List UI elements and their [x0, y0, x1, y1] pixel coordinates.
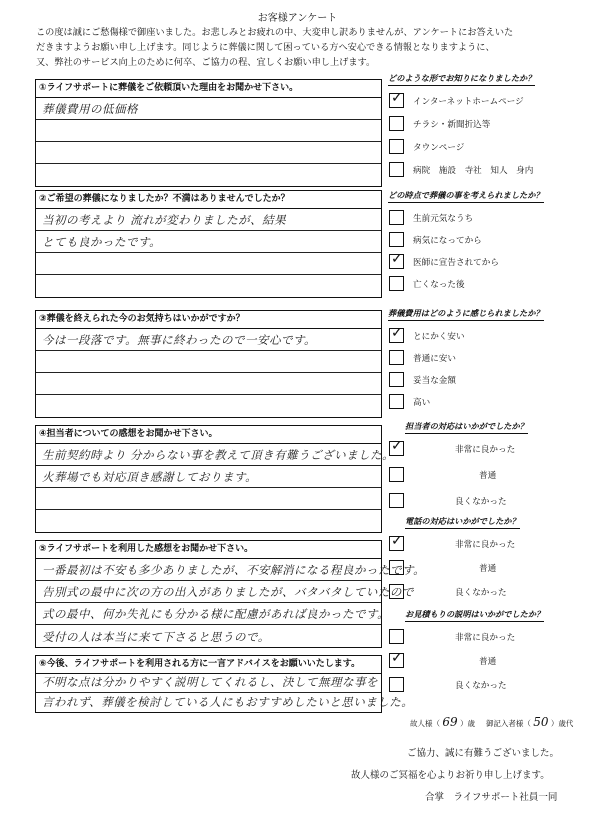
answer-line[interactable] — [36, 120, 381, 142]
handwritten-answer: 受付の人は本当に来て下さると思うので。 — [42, 630, 270, 644]
option-row[interactable] — [389, 467, 589, 484]
handwritten-answer: 告別式の最中に次の方の出入がありましたが、バタバタしていたので — [42, 585, 414, 599]
option-row[interactable] — [389, 533, 589, 553]
question-box-2 — [35, 190, 382, 298]
option-row[interactable] — [389, 372, 589, 389]
closing-thanks: ご協力、誠に有難うございました。 — [407, 748, 560, 759]
checkbox[interactable] — [389, 251, 404, 269]
survey-title: お客様アンケート — [257, 13, 338, 24]
option-row[interactable] — [389, 584, 589, 601]
deceased-age-unit: ）歳 — [460, 719, 476, 728]
check-mark-icon: ✓ — [391, 90, 403, 106]
checkbox[interactable] — [389, 276, 404, 291]
check-mark-icon: ✓ — [391, 325, 403, 341]
handwritten-answer: 当初の考えより 流れが変わりましたが、結果 — [42, 213, 287, 227]
applicant-age-label: 御記入者様（ — [485, 719, 531, 728]
option-label: 非常に良かった — [455, 540, 516, 550]
answer-line[interactable] — [36, 373, 381, 395]
answer-line[interactable] — [36, 395, 381, 417]
answer-line[interactable] — [36, 488, 381, 510]
question-box-6 — [35, 655, 414, 713]
side-question-title: 葬儀費用はどのように感じられましたか？ — [388, 308, 544, 321]
age-row — [410, 715, 573, 729]
intro-line: この度は誠にご愁傷様で御座いました。お悲しみとお疲れの中、大変申し訳ありませんが、アンケートにお答えいた — [36, 27, 514, 38]
answer-line[interactable] — [36, 231, 381, 253]
option-label: 病院 施設 寺社 知人 身内 — [413, 166, 534, 176]
handwritten-answer: 一番最初は不安も多少ありましたが、不安解消になる程良かったです。 — [42, 563, 426, 577]
question-label: ⑤ライフサポートを利用した感想をお聞かせ下さい。 — [36, 541, 381, 559]
option-label: 生前元気なうち — [413, 214, 474, 224]
checkbox[interactable] — [389, 394, 404, 409]
option-row[interactable] — [389, 139, 589, 156]
option-label: チラシ・新聞折込等 — [413, 120, 491, 130]
handwritten-answer: 言われず、葬儀を検討している人にもおすすめしたいと思いました。 — [42, 695, 414, 709]
check-mark-icon: ✓ — [391, 438, 403, 454]
option-label: インターネットホームページ — [413, 97, 524, 107]
question-label: ①ライフサポートに葬儀をご依頼頂いた理由をお聞かせ下さい。 — [36, 80, 381, 98]
answer-line[interactable] — [36, 98, 381, 120]
option-label: 普通に安い — [413, 354, 456, 364]
handwritten-answer: 不明な点は分かりやすく説明してくれるし、決して無理な事を — [42, 675, 378, 689]
answer-line[interactable] — [36, 164, 381, 186]
option-row[interactable] — [389, 677, 589, 694]
checkbox[interactable] — [389, 325, 404, 343]
deceased-age-label: 故人様（ — [410, 719, 440, 728]
option-row[interactable] — [389, 629, 589, 646]
checkbox[interactable] — [389, 467, 404, 482]
side-question-title: 電話の対応はいかがでしたか？ — [405, 516, 520, 529]
answer-line[interactable] — [36, 444, 395, 466]
checkbox[interactable] — [389, 232, 404, 247]
option-label: 非常に良かった — [455, 633, 516, 643]
option-row[interactable] — [389, 560, 589, 577]
side-question-title: 担当者の対応はいかがでしたか？ — [405, 421, 528, 434]
option-row[interactable] — [389, 350, 589, 367]
option-row[interactable] — [389, 251, 589, 271]
checkbox[interactable] — [389, 210, 404, 225]
side-question-title: どの時点で葬儀の事を考えられましたか？ — [388, 190, 544, 203]
checkbox[interactable] — [389, 372, 404, 387]
answer-line[interactable] — [36, 329, 381, 351]
answer-line[interactable] — [36, 693, 414, 712]
option-label: 医師に宣告されてから — [413, 258, 499, 268]
closing-signature: 合掌 ライフサポート社員一同 — [425, 792, 558, 803]
checkbox[interactable] — [389, 584, 404, 599]
question-label: ②ご希望の葬儀になりましたか？不満はありませんでしたか？ — [36, 191, 381, 209]
option-label: とにかく安い — [413, 332, 465, 342]
checkbox[interactable] — [389, 533, 404, 551]
question-box-4 — [35, 425, 395, 533]
side-question-title: どのような形でお知りになりましたか？ — [388, 73, 535, 86]
intro-text — [36, 25, 566, 70]
checkbox[interactable] — [389, 350, 404, 365]
option-label: 病気になってから — [413, 236, 482, 246]
deceased-age-value[interactable]: 69 — [442, 715, 458, 729]
applicant-age-value[interactable]: 50 — [533, 715, 549, 729]
answer-line[interactable] — [36, 351, 381, 373]
option-label: 非常に良かった — [455, 445, 516, 455]
question-label: ③葬儀を終えられた今のお気持ちはいかがですか？ — [36, 311, 381, 329]
checkbox[interactable] — [389, 162, 404, 177]
handwritten-answer: 生前契約時より 分からない事を教えて頂き有難うございました。 — [42, 448, 395, 462]
handwritten-answer: 火葬場でも対応頂き感謝しております。 — [42, 470, 258, 484]
answer-line[interactable] — [36, 625, 381, 647]
answer-line[interactable] — [36, 466, 381, 488]
checkbox[interactable] — [389, 438, 404, 456]
option-row[interactable] — [389, 438, 589, 458]
check-mark-icon: ✓ — [391, 533, 403, 549]
option-row[interactable] — [389, 116, 589, 133]
check-mark-icon: ✓ — [391, 251, 403, 267]
checkbox[interactable] — [389, 139, 404, 154]
answer-line[interactable] — [36, 209, 381, 231]
option-row[interactable] — [389, 394, 589, 411]
answer-line[interactable] — [36, 142, 381, 164]
option-row[interactable] — [389, 493, 589, 510]
option-label: 良くなかった — [455, 588, 507, 598]
option-label: 普通 — [479, 657, 497, 667]
answer-line[interactable] — [36, 559, 426, 581]
option-row[interactable] — [389, 276, 589, 293]
option-label: 良くなかった — [455, 681, 507, 691]
option-label: 普通 — [479, 564, 497, 574]
question-box-5 — [35, 540, 426, 648]
checkbox[interactable] — [389, 90, 404, 108]
checkbox[interactable] — [389, 116, 404, 131]
answer-line[interactable] — [36, 603, 390, 625]
checkbox[interactable] — [389, 560, 404, 575]
option-row[interactable] — [389, 325, 589, 345]
answer-line[interactable] — [36, 275, 381, 297]
option-label: 良くなかった — [455, 497, 507, 507]
closing-condolence: 故人様のご冥福を心よりお祈り申し上げます。 — [351, 770, 550, 781]
option-row[interactable] — [389, 650, 589, 670]
handwritten-answer: 式の最中、何か失礼にも分かる様に配慮があれば良かったです。 — [42, 607, 390, 621]
option-label: タウンページ — [413, 143, 465, 153]
checkbox[interactable] — [389, 493, 404, 508]
answer-line[interactable] — [36, 581, 414, 603]
applicant-age-unit: ）歳代 — [550, 719, 574, 728]
handwritten-answer: 今は一段落です。無事に終わったので一安心です。 — [42, 333, 317, 347]
intro-line: 又、弊社のサービス向上のために何卒、ご協力の程、宜しくお願い申し上げます。 — [36, 57, 376, 68]
option-label: 妥当な金額 — [413, 376, 456, 386]
handwritten-answer: とても良かったです。 — [42, 235, 162, 249]
answer-line[interactable] — [36, 510, 381, 532]
checkbox[interactable] — [389, 629, 404, 644]
option-row[interactable] — [389, 90, 589, 110]
handwritten-answer: 葬儀費用の低価格 — [42, 102, 138, 116]
checkbox[interactable] — [389, 650, 404, 668]
option-row[interactable] — [389, 162, 589, 179]
question-box-1 — [35, 79, 382, 187]
question-box-3 — [35, 310, 382, 418]
question-label: ④担当者についての感想をお聞かせ下さい。 — [36, 426, 381, 444]
side-question-title: お見積もりの説明はいかがでしたか？ — [405, 609, 544, 622]
option-row[interactable] — [389, 232, 589, 249]
option-label: 亡くなった後 — [413, 280, 465, 290]
checkbox[interactable] — [389, 677, 404, 692]
question-label: ⑥今後、ライフサポートを利用される方に一言アドバイスをお願いいたします。 — [36, 656, 381, 674]
check-mark-icon: ✓ — [391, 650, 403, 666]
answer-line[interactable] — [36, 253, 381, 275]
option-label: 高い — [413, 398, 431, 408]
option-row[interactable] — [389, 210, 589, 227]
intro-line: だきますようお願い申し上げます。同じように葬儀に関して困っている方へ安心できる情報となりますように、 — [36, 42, 495, 53]
answer-line[interactable] — [36, 674, 381, 693]
option-label: 普通 — [479, 471, 497, 481]
